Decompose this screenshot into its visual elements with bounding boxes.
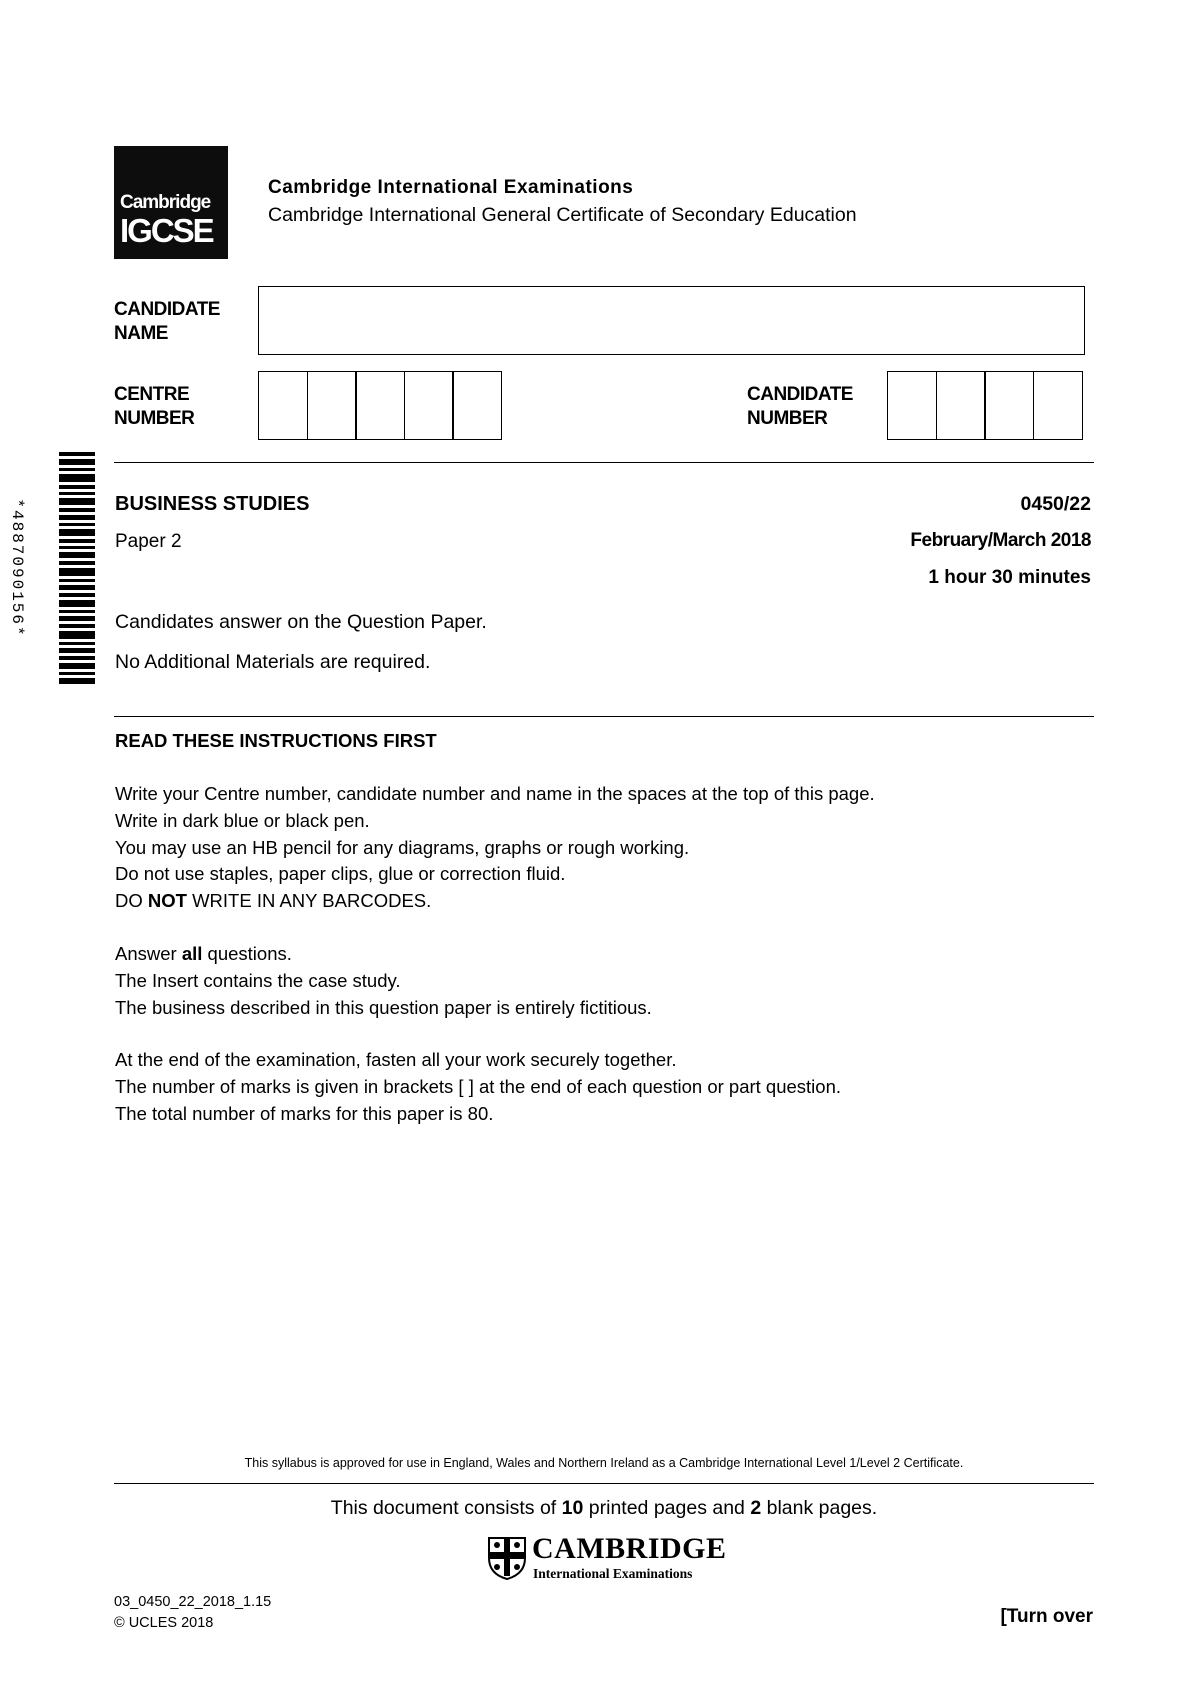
text-run: Answer [115, 942, 182, 964]
candidate-number-digit-box[interactable] [1033, 371, 1083, 440]
barcode-text: *4887090156* [8, 498, 26, 638]
syllabus-code: 0450/22 [1020, 493, 1091, 515]
instruction-line: The Insert contains the case study. [115, 969, 401, 991]
document-reference [114, 1592, 271, 1634]
label-line: CENTRE [114, 384, 190, 405]
candidate-number-boxes [887, 371, 1083, 440]
centre-number-digit-box[interactable] [355, 371, 405, 440]
instruction-line: The number of marks is given in brackets [ ] at the end of each question or part question. [115, 1076, 842, 1098]
label-line: CANDIDATE [747, 384, 853, 405]
qualification-title: Cambridge International General Certificate of Secondary Education [268, 204, 857, 226]
candidate-number-digit-box[interactable] [936, 371, 986, 440]
label-line: NUMBER [114, 408, 195, 429]
instructions-body [115, 781, 1075, 1128]
text-run: printed pages and [583, 1497, 751, 1519]
instruction-line: The total number of marks for this paper is 80. [115, 1102, 494, 1124]
exam-duration: 1 hour 30 minutes [928, 567, 1091, 588]
text-run: This document consists of [330, 1497, 562, 1519]
printed-pages-count: 10 [561, 1497, 584, 1519]
subject-title: BUSINESS STUDIES [115, 493, 310, 515]
syllabus-approval-note: This syllabus is approved for use in England, Wales and Northern Ireland as a Cambridge International Level 1/Level 2 Certificate. [244, 1456, 964, 1470]
divider [114, 1483, 1094, 1484]
instructions-heading: READ THESE INSTRUCTIONS FIRST [115, 730, 437, 751]
centre-number-label [114, 383, 194, 431]
logo-line-2: IGCSE [120, 212, 213, 249]
emphasis: all [181, 942, 203, 964]
candidate-name-field[interactable] [258, 286, 1085, 355]
crest-icon [487, 1536, 527, 1580]
barcode [59, 452, 95, 684]
centre-number-digit-box[interactable] [452, 371, 502, 440]
label-line: NAME [114, 323, 168, 344]
label-line: CANDIDATE [114, 299, 220, 320]
exam-session: February/March 2018 [910, 530, 1091, 551]
igcse-logo [114, 146, 228, 259]
centre-number-boxes [258, 371, 502, 440]
instruction-line: At the end of the examination, fasten all your work securely together. [115, 1049, 677, 1071]
board-title: Cambridge International Examinations [268, 177, 634, 198]
instruction-line: Write your Centre number, candidate number and name in the spaces at the top of this page. [115, 783, 875, 804]
candidate-number-digit-box[interactable] [887, 371, 937, 440]
paper-number: Paper 2 [115, 531, 182, 552]
cambridge-wordmark: CAMBRIDGE [532, 1532, 727, 1565]
cambridge-subtitle: International Examinations [533, 1566, 693, 1581]
divider [114, 462, 1094, 463]
materials-note: No Additional Materials are required. [115, 651, 431, 673]
instruction-line: You may use an HB pencil for any diagrams, graphs or rough working. [115, 836, 690, 858]
centre-number-digit-box[interactable] [307, 371, 357, 440]
centre-number-digit-box[interactable] [404, 371, 454, 440]
divider [114, 716, 1094, 717]
turn-over: [Turn over [1000, 1606, 1093, 1627]
emphasis: NOT [147, 890, 187, 912]
text-run: questions. [202, 942, 292, 964]
instruction-line [115, 941, 1075, 968]
label-line: NUMBER [747, 408, 828, 429]
instruction-line [115, 888, 1075, 915]
instruction-line: Do not use staples, paper clips, glue or correction fluid. [115, 863, 566, 885]
blank-pages-count: 2 [750, 1497, 762, 1519]
text-run: WRITE IN ANY BARCODES. [186, 890, 432, 912]
candidate-name-label [114, 298, 220, 346]
instruction-line: Write in dark blue or black pen. [115, 809, 370, 831]
instruction-line: The business described in this question paper is entirely fictitious. [115, 996, 652, 1018]
cambridge-logo [487, 1532, 727, 1584]
text-run: DO [115, 890, 148, 912]
candidate-number-label [747, 383, 853, 431]
candidates-answer-note: Candidates answer on the Question Paper. [115, 611, 487, 633]
reference-code: 03_0450_22_2018_1.15 [114, 1594, 272, 1610]
page-count-note [114, 1497, 1094, 1520]
copyright: © UCLES 2018 [114, 1615, 214, 1631]
text-run: blank pages. [761, 1497, 878, 1519]
logo-line-1: Cambridge [120, 192, 211, 213]
candidate-number-digit-box[interactable] [984, 371, 1034, 440]
centre-number-digit-box[interactable] [258, 371, 308, 440]
